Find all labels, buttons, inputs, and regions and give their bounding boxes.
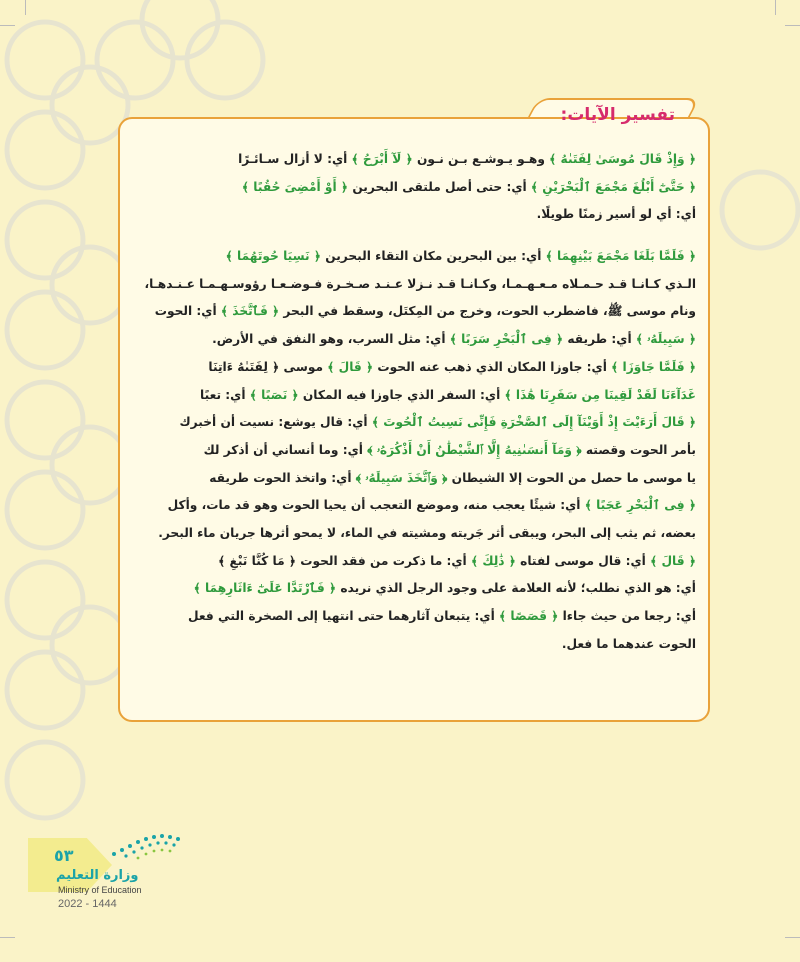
text-span: أي: مثل السرب، وهو النفق في الأرض. [212,332,450,347]
text-span: وهـو يـوشـع بـن نـون [412,152,550,166]
verse-span: ﴿ فَٱتَّخَذَ ﴾ [220,304,280,319]
verse-span: ﴿ قَالَ أَرَءَيْتَ إِذْ أَوَيْنَآ إِلَى ٱلصَّخْرَةِ فَإِنِّى نَسِيتُ ٱلْحُوتَ ﴾ [371,415,696,430]
text-line [136,492,696,520]
text-line [136,271,696,299]
section-title: تفسير الآيات: [560,105,675,125]
verse-span: ﴿ قَصَصًا ﴾ [499,609,559,623]
text-span: أي: هو الذي نطلب؛ لأنه العلامة على وجود الرجل الذي نريده [336,581,696,596]
text-span: أي: رجعا من حيث جاءا [558,609,696,623]
ministry-logo-dots-icon [108,830,188,864]
text-span: موسى ﴿ لِفَتَىٰهُ ءَاتِنَا [208,359,328,374]
verse-span: ﴿ قَالَ ﴾ [650,553,696,568]
text-span: أي: حتى أصل ملتقى البحرين [348,179,531,194]
verse-span: ﴿ فَلَمَّا جَاوَزَا ﴾ [611,359,696,374]
verse-span: غَدَآءَنَا لَقَدْ لَقِينَا مِن سَفَرِنَا هَٰذَا ﴾ [504,387,696,402]
text-span: بأمر الحوت وقصته [581,442,696,457]
text-line [136,603,696,631]
text-line [136,174,696,202]
text-span: أي: قال يوشع: نسيت أن أخبرك [179,415,372,430]
text-line [136,437,696,465]
text-span: أي: جاوزا المكان الذي ذهب عنه الحوت [373,359,612,374]
verse-span: ﴿ حَتَّىٰٓ أَبْلُغَ مَجْمَعَ ٱلْبَحْرَيْنِ ﴾ [530,179,696,194]
text-line [136,465,696,493]
edition-year: 2022 - 1444 [58,898,117,910]
text-line [136,354,696,382]
text-span: يا موسى ما حصل من الحوت إلا الشيطان [447,470,696,485]
text-span: بعضه، ثم يثب إلى البحر، ويبقى أثر جَريته ومشيته في الماء، لا يمحو أثرها جريان ماء البحر. [158,525,696,540]
text-span: ونام موسى ﷺ، فاضطرب الحوت، وخرج من المِكتَل، وسقط في البحر [279,304,696,319]
text-line [136,575,696,603]
text-span: أي: الحوت [154,304,221,319]
verse-span: ﴿ أَوْ أَمْضِىَ حُقُبًا ﴾ [241,179,349,194]
text-span: أي: بين البحرين مكان التقاء البحرين [321,249,546,264]
verse-span: ﴿ فَٱرْتَدَّا عَلَىٰٓ ءَاثَارِهِمَا ﴾ [193,581,337,596]
verse-span: ﴿ لَآ أَبْرَحُ ﴾ [351,152,413,166]
verse-span: ﴿ فِى ٱلْبَحْرِ عَجَبًا ﴾ [584,498,696,513]
text-span: أي: شيئًا يعجب منه، وموضع التعجب أن يحيا الحوت وهو قد مات، وأكل [167,498,585,513]
text-line [136,326,696,354]
text-span: أي: طريقه [563,332,636,347]
text-line [136,298,696,326]
ministry-name-en: Ministry of Education [58,885,142,895]
text-line [136,201,696,229]
ministry-name-ar: وزارة التعليم [56,868,139,883]
text-span: الحوت عندهما ما فعل. [561,636,696,651]
text-span: أي: السفر الذي جاوزا فيه المكان [298,387,505,402]
verse-span: ﴿ وَٱتَّخَذَ سَبِيلَهُۥ ﴾ [355,470,448,485]
verse-span: ﴿ قَالَ ﴾ [327,359,374,374]
text-span: أي: تعبًا [200,387,250,402]
verse-span: ﴿ فَلَمَّا بَلَغَا مَجْمَعَ بَيْنِهِمَا ﴾ [545,249,696,264]
text-span: أي: وما أنساني أن أذكر لك [203,442,368,457]
text-line [136,382,696,410]
verse-span: ﴿ نَسِيَا حُوتَهُمَا ﴾ [225,249,321,264]
page-number: ٥٣ [54,846,74,865]
text-span: أي: قال موسى لفتاه [515,553,651,568]
text-line [136,548,696,576]
text-span: أي: أي لو أسير زمنًا طويلًا. [536,207,696,222]
text-span: أي: واتخذ الحوت طريقه [209,470,356,485]
verse-span: ﴿ فِى ٱلْبَحْرِ سَرَبًا ﴾ [449,332,564,347]
text-span: أي: ما ذكرت من فقد الحوت ﴿ مَا كُنَّا نَبْغِ ﴾ [218,553,471,568]
text-line [136,409,696,437]
text-line [136,243,696,271]
verse-span: ﴿ وَإِذْ قَالَ مُوسَىٰ لِفَتَىٰهُ ﴾ [549,152,696,166]
text-line [136,520,696,548]
text-span: الـذي كـانـا قـد حـمـلاه مـعـهـمـا، وكـانـا قـد نـزلا عـنـد صـخـرة فـوضـعـا رؤوسـهـمـا عـنـدهـا، [144,276,696,291]
tafsir-body [136,146,696,658]
verse-span: ﴿ نَصَبًا ﴾ [249,387,299,402]
text-span: أي: لا أزال سـائـرًا [238,152,352,166]
text-line [136,631,696,659]
verse-span: ﴿ وَمَآ أَنسَىٰنِيهُ إِلَّا ٱلشَّيْطَٰنُ أَنْ أَذْكُرَهُۥ ﴾ [367,442,582,457]
verse-span: ﴿ سَبِيلَهُۥ ﴾ [635,332,696,347]
text-span: أي: يتبعان آثارهما حتى انتهيا إلى الصخرة التي فعل [188,609,500,623]
verse-span: ﴿ ذَٰلِكَ ﴾ [470,553,516,568]
text-line [136,146,696,174]
